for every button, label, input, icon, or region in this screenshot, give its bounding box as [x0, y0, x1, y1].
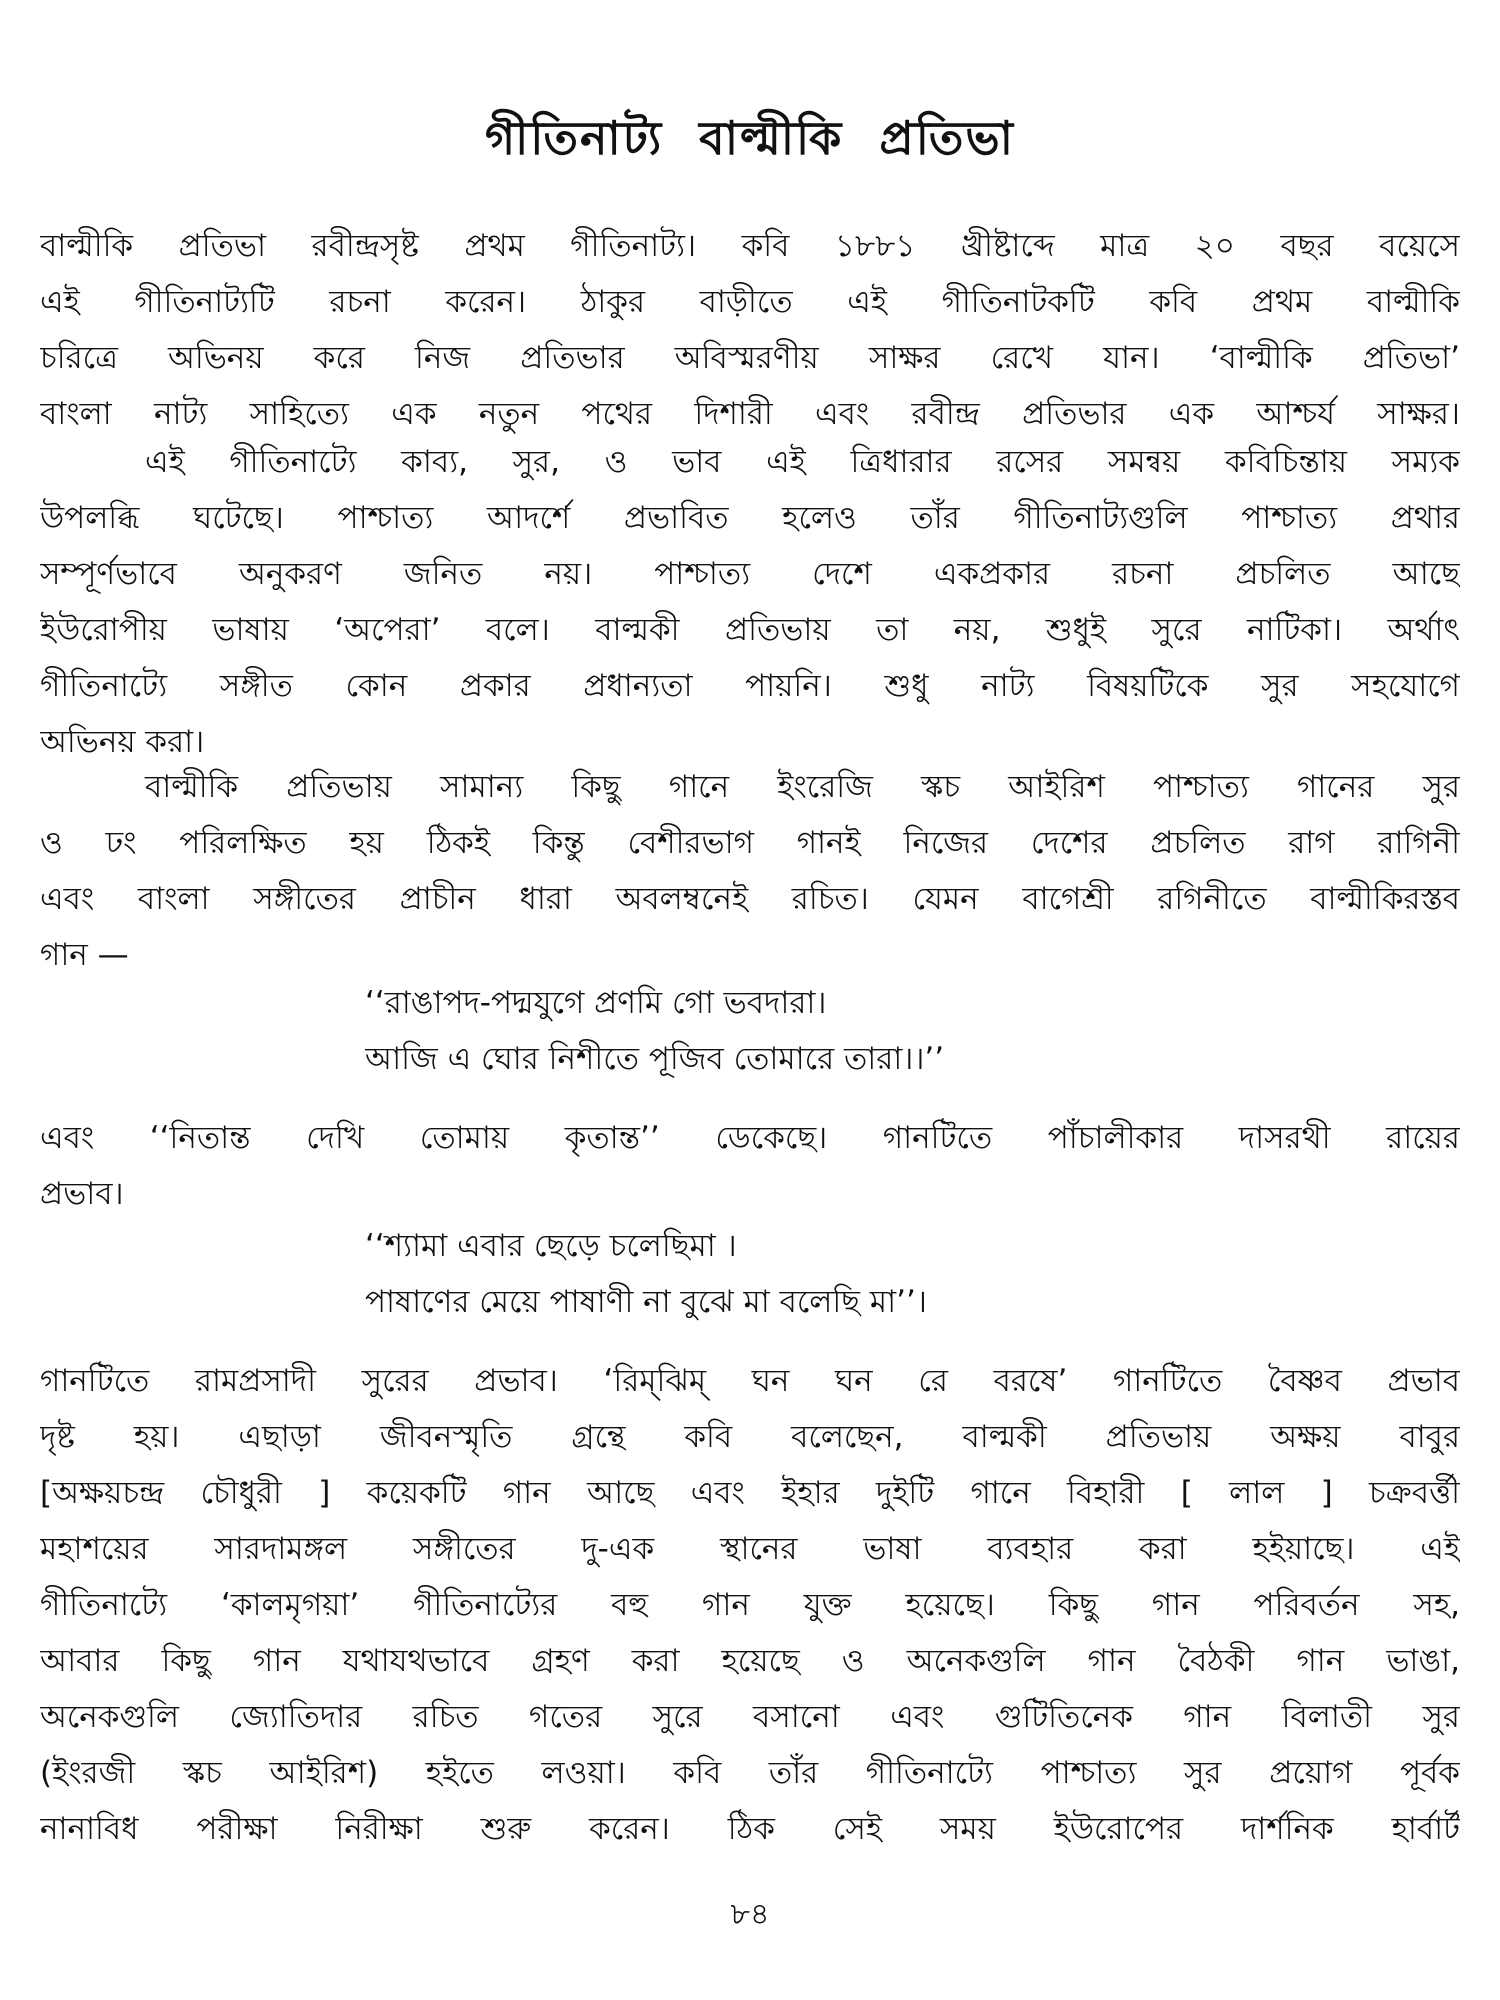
- text-line: ইউরোপীয় ভাষায় ‘অপেরা’ বলে। বাল্মকী প্রতিভায় তা নয়, শুধুই সুরে নাটিকা। অর্থাৎ: [40, 612, 1460, 648]
- paragraph-5: [40, 1353, 1460, 1857]
- text-line: গানটিতে রামপ্রসাদী সুরের প্রভাব। ‘রিম্‌ঝিম্‌ ঘন ঘন রে বরষে’ গানটিতে বৈষ্ণব প্রভাব: [40, 1363, 1460, 1399]
- text-line: এবং ‘‘নিতান্ত দেখি তোমায় কৃতান্ত’’ ডেকেছে। গানটিতে পাঁচালীকার দাসরথী রায়ের: [40, 1120, 1460, 1156]
- text-line: মহাশয়ের সারদামঙ্গল সঙ্গীতের দু-এক স্থানের ভাষা ব্যবহার করা হইয়াছে। এই: [40, 1531, 1460, 1567]
- text-line: গীতিনাট্যে সঙ্গীত কোন প্রকার প্রধান্যতা পায়নি। শুধু নাট্য বিষয়টিকে সুর সহযোগে: [40, 668, 1460, 704]
- text-line: অনেকগুলি জ্যোতিদার রচিত গতের সুরে বসানো এবং গুটিতিনেক গান বিলাতী সুর: [40, 1699, 1460, 1735]
- text-line: গীতিনাট্যে ‘কালমৃগয়া’ গীতিনাট্যের বহু গান যুক্ত হয়েছে। কিছু গান পরিবর্তন সহ,: [40, 1587, 1460, 1623]
- text-line: গান —: [40, 937, 129, 973]
- text-line: এবং বাংলা সঙ্গীতের প্রাচীন ধারা অবলম্বনেই রচিত। যেমন বাগেশ্রী রগিনীতে বাল্মীকিরস্তব: [40, 881, 1460, 917]
- verse-line: ‘‘রাঙাপদ-পদ্মযুগে প্রণমি গো ভবদারা।: [365, 985, 827, 1021]
- text-line: (ইংরজী স্কচ আইরিশ) হইতে লওয়া। কবি তাঁর গীতিনাট্যে পাশ্চাত্য সুর প্রয়োগ পূর্বক: [40, 1755, 1460, 1791]
- text-line: অভিনয় করা।: [40, 724, 205, 760]
- text-line: এই গীতিনাট্যটি রচনা করেন। ঠাকুর বাড়ীতে এই গীতিনাটকটি কবি প্রথম বাল্মীকি: [40, 284, 1460, 320]
- verse-quote-2: [365, 1218, 1265, 1330]
- text-line: বাল্মীকি প্রতিভা রবীন্দ্রসৃষ্ট প্রথম গীতিনাট্য। কবি ১৮৮১ খ্রীষ্টাব্দে মাত্র ২০ বছর বয়েসে: [40, 228, 1460, 264]
- verse-line: আজি এ ঘোর নিশীতে পূজিব তোমারে তারা।।’’: [365, 1041, 945, 1077]
- paragraph-1: [40, 218, 1460, 442]
- text-line: নানাবিধ পরীক্ষা নিরীক্ষা শুরু করেন। ঠিক সেই সময় ইউরোপের দার্শনিক হার্বার্ট: [40, 1811, 1460, 1847]
- text-line: চরিত্রে অভিনয় করে নিজ প্রতিভার অবিস্মরণীয় সাক্ষর রেখে যান। ‘বাল্মীকি প্রতিভা’: [40, 340, 1460, 376]
- paragraph-3: [40, 759, 1460, 983]
- verse-quote-1: [365, 975, 1265, 1087]
- text-line: বাল্মীকি প্রতিভায় সামান্য কিছু গানে ইংরেজি স্কচ আইরিশ পাশ্চাত্য গানের সুর: [145, 769, 1460, 805]
- text-line: প্রভাব।: [40, 1176, 124, 1212]
- paragraph-2: [40, 434, 1460, 770]
- verse-line: পাষাণের মেয়ে পাষাণী না বুঝে মা বলেছি মা’’।: [365, 1284, 927, 1320]
- text-line: ও ঢং পরিলক্ষিত হয় ঠিকই কিন্তু বেশীরভাগ গানই নিজের দেশের প্রচলিত রাগ রাগিনী: [40, 825, 1460, 861]
- page-title: গীতিনাট্য বাল্মীকি প্রতিভা: [484, 111, 1016, 165]
- paragraph-4: [40, 1110, 1460, 1222]
- text-line: [অক্ষয়চন্দ্র চৌধুরী ] কয়েকটি গান আছে এবং ইহার দুইটি গানে বিহারী [ লাল ] চক্রবর্ত্তী: [40, 1475, 1460, 1511]
- text-line: এই গীতিনাট্যে কাব্য, সুর, ও ভাব এই ত্রিধারার রসের সমন্বয় কবিচিন্তায় সম্যক: [145, 444, 1460, 480]
- text-line: বাংলা নাট্য সাহিত্যে এক নতুন পথের দিশারী এবং রবীন্দ্র প্রতিভার এক আশ্চর্য সাক্ষর।: [40, 396, 1460, 432]
- text-line: আবার কিছু গান যথাযথভাবে গ্রহণ করা হয়েছে ও অনেকগুলি গান বৈঠকী গান ভাঙা,: [40, 1643, 1460, 1679]
- text-line: উপলব্ধি ঘটেছে। পাশ্চাত্য আদর্শে প্রভাবিত হলেও তাঁর গীতিনাট্যগুলি পাশ্চাত্য প্রথার: [40, 500, 1460, 536]
- page-number: ৮৪: [730, 1897, 770, 1932]
- verse-line: ‘‘শ্যামা এবার ছেড়ে চলেছিমা ।: [365, 1228, 737, 1264]
- text-line: দৃষ্ট হয়। এছাড়া জীবনস্মৃতি গ্রন্থে কবি বলেছেন, বাল্মকী প্রতিভায় অক্ষয় বাবুর: [40, 1419, 1460, 1455]
- text-line: সম্পূর্ণভাবে অনুকরণ জনিত নয়। পাশ্চাত্য দেশে একপ্রকার রচনা প্রচলিত আছে: [40, 556, 1460, 592]
